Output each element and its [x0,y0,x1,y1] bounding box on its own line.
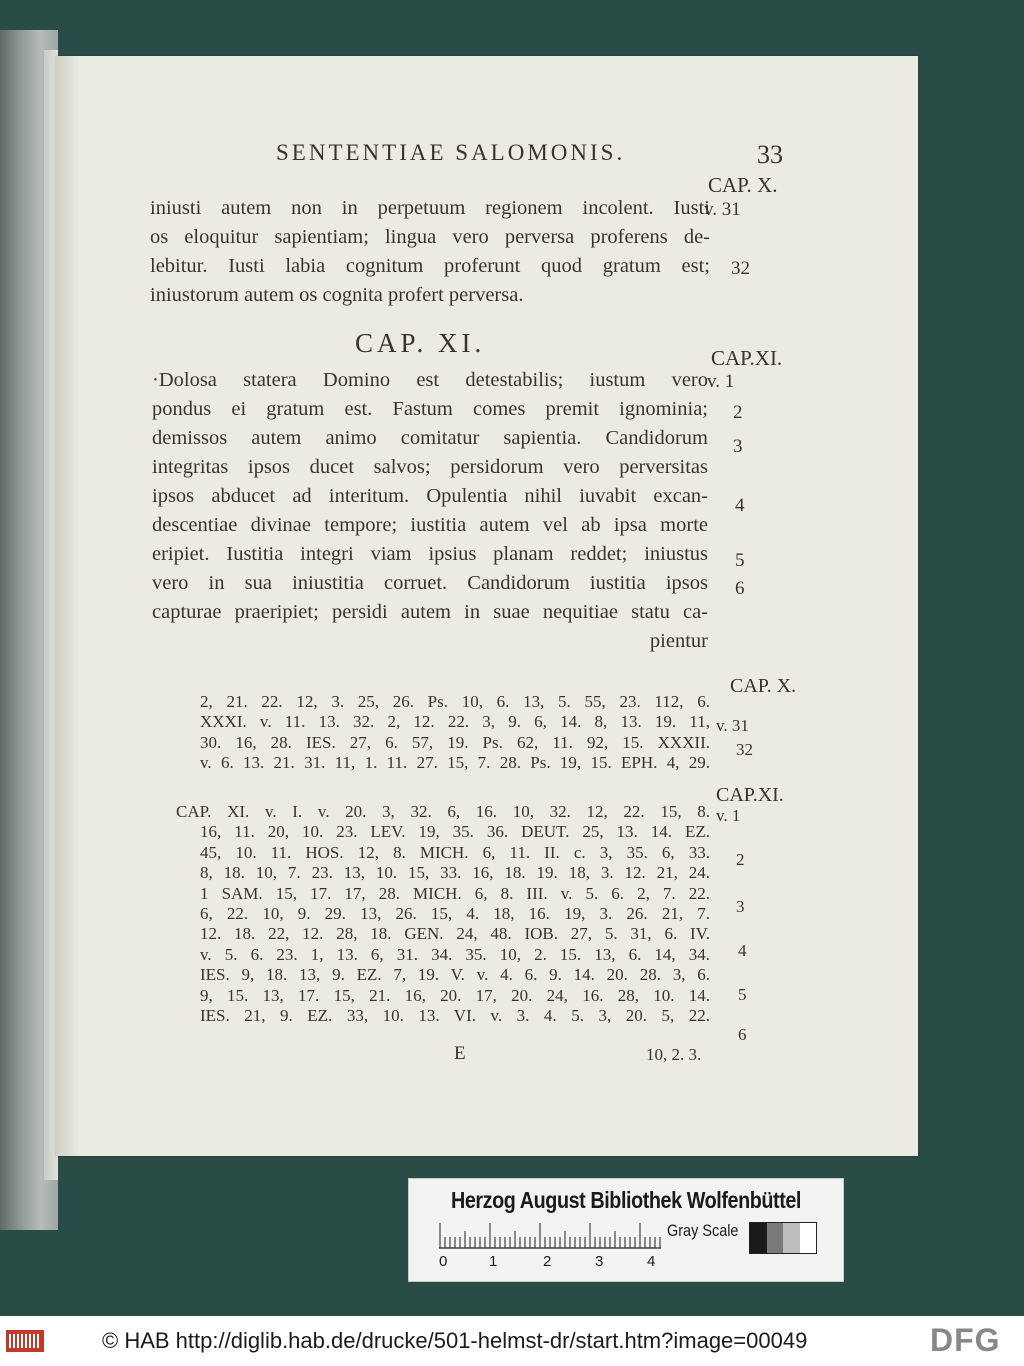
margin-verse: 4 [738,941,747,960]
margin-verse: 2 [736,850,745,869]
margin-verse: 3 [733,436,743,457]
text-line: lebitur. Iusti labia cognitum proferunt quod gratum est; [150,255,710,277]
ruler-number: 4 [647,1253,656,1270]
note-line: 30. 16, 28. IES. 27, 6. 57, 19. Ps. 62, 11. 92, 15. XXXII. [200,732,710,752]
note-line: v. 5. 6. 23. 1, 13. 6, 31. 34. 35. 10, 2. 15. 13, 6. 14, 34. [200,944,710,964]
notes-chapter-x [200,692,710,774]
gray-swatch [767,1223,784,1253]
margin-chapter-x: CAP. X. [708,173,778,197]
margin-verse: 5 [738,985,747,1004]
note-line: 1 SAM. 15, 17. 17, 28. MICH. 6, 8. III. v. 5. 6. 2, 7. 22. [200,883,710,903]
margin-verse: v. 1 [707,371,735,392]
note-line: XXXI. v. 11. 13. 32. 2, 12. 22. 3, 9. 6, 14. 8, 13. 19. 11, [200,712,710,732]
scale-ruler-icon [439,1221,661,1249]
library-scale-card [408,1178,844,1282]
text-line: eripiet. Iustitia integri viam ipsius planam reddet; iniustus [152,543,708,565]
copyright-link[interactable]: © HAB http://diglib.hab.de/drucke/501-helmst-dr/start.htm?image=00049 [102,1328,808,1353]
margin-verse: 32 [731,258,750,279]
gray-swatch [800,1223,817,1253]
margin-verse: 6 [735,578,745,599]
gray-swatch [783,1223,800,1253]
body-text-chapter-xi [152,366,708,656]
note-line: 8, 18. 10, 7. 23. 13, 10. 15, 33. 16, 18. 19. 18, 3. 12. 21, 24. [200,863,710,883]
body-text-chapter-x [150,194,710,310]
text-line: iniustorum autem os cognita profert perversa. [150,284,524,306]
margin-chapter-xi: CAP.XI. [711,346,783,370]
note-line: 6, 22. 10, 9. 29. 13, 26. 15, 4. 18, 16. 19, 3. 26. 21, 7. [200,903,710,923]
margin-verse: 5 [735,550,745,571]
text-line: ·Dolosa statera Domino est detestabilis; iustum vero [152,369,708,391]
dfg-logo: DFG [930,1322,1001,1358]
ruler-number: 3 [595,1253,604,1270]
running-head: SENTENTIAE SALOMONIS. [276,140,626,165]
note-line: v. 6. 13. 21. 31. 11, 1. 11. 27. 15, 7. 28. Ps. 19, 15. EPH. 4, 29. [200,753,710,773]
text-line: demissos autem animo comitatur sapientia. Candidorum [152,427,708,449]
text-line: vero in sua iniustitia corruet. Candidorum iustitia ipsos [152,572,708,594]
library-name: Herzog August Bibliothek Wolfenbüttel [450,1187,801,1213]
chapter-title: CAP. XI. [355,328,486,358]
signature-mark: E [454,1043,466,1064]
note-line: IES. 21, 9. EZ. 33, 10. 13. VI. v. 3. 4. 5. 3, 20. 5, 22. [200,1005,710,1025]
margin-verse: 3 [736,897,745,916]
ruler-number: 1 [489,1253,498,1270]
text-line: os eloquitur sapientiam; lingua vero perversa proferens de- [150,226,710,248]
hab-logo-icon [6,1330,44,1352]
note-line: IES. 9, 18. 13, 9. EZ. 7, 19. V. v. 4. 6. 9. 14. 20. 28. 3, 6. [200,965,710,985]
margin-verse: 32 [736,740,753,759]
facing-page-edge [0,30,58,1230]
text-line: iniusti autem non in perpetuum regionem incolent. Iusti [150,197,710,219]
catchword: 10, 2. 3. [646,1045,702,1064]
text-line: pondus ei gratum est. Fastum comes premit ignominia; [152,398,708,420]
notes-chapter-x-label: CAP. X. [730,675,797,697]
page-number: 33 [757,140,783,169]
text-line: integritas ipsos ducet salvos; persidorum vero perversitas [152,456,708,478]
note-line: 9, 15. 13, 17. 15, 21. 16, 20. 17, 20. 24, 16. 28, 10. 14. [200,985,710,1005]
margin-verse: 2 [733,402,743,423]
notes-chapter-xi-label: CAP.XI. [716,784,784,806]
text-line: pientur [649,630,708,652]
note-line: CAP. XI. v. I. v. 20. 3, 32. 6, 16. 10, 32. 12, 22. 15, 8. [176,802,710,821]
notes-chapter-xi [176,802,710,1026]
margin-verse: v. 1 [716,806,741,825]
footer-bar [0,1316,1024,1366]
margin-verse: 6 [738,1025,747,1044]
note-line: 45, 10. 11. HOS. 12, 8. MICH. 6, 11. II. c. 3, 35. 6, 33. [200,842,710,862]
ruler-number: 0 [439,1253,448,1270]
margin-verse: v. 31 [716,716,749,735]
note-line: 2, 21. 22. 12, 3. 25, 26. Ps. 10, 6. 13, 5. 55, 23. 112, 6. [200,692,710,711]
text-line: ipsos abducet ad interitum. Opulentia nihil iuvabit excan- [152,485,708,507]
margin-verse: v. 31 [704,199,741,220]
text-line: capturae praeripiet; persidi autem in suae nequitiae statu ca- [152,601,708,623]
gray-scale-label: Gray Scale [667,1221,739,1240]
margin-verse: 4 [735,495,745,516]
note-line: 16, 11. 20, 10. 23. LEV. 19, 35. 36. DEUT. 25, 13. 14. EZ. [200,822,710,842]
ruler-number: 2 [543,1253,552,1270]
text-line: descentiae divinae tempore; iustitia autem vel ab ipsa morte [152,514,708,536]
note-line: 12. 18. 22, 12. 28, 18. GEN. 24, 48. IOB. 27, 5. 31, 6. IV. [200,924,710,944]
gray-swatch [750,1223,767,1253]
gray-scale-swatch [749,1222,817,1254]
